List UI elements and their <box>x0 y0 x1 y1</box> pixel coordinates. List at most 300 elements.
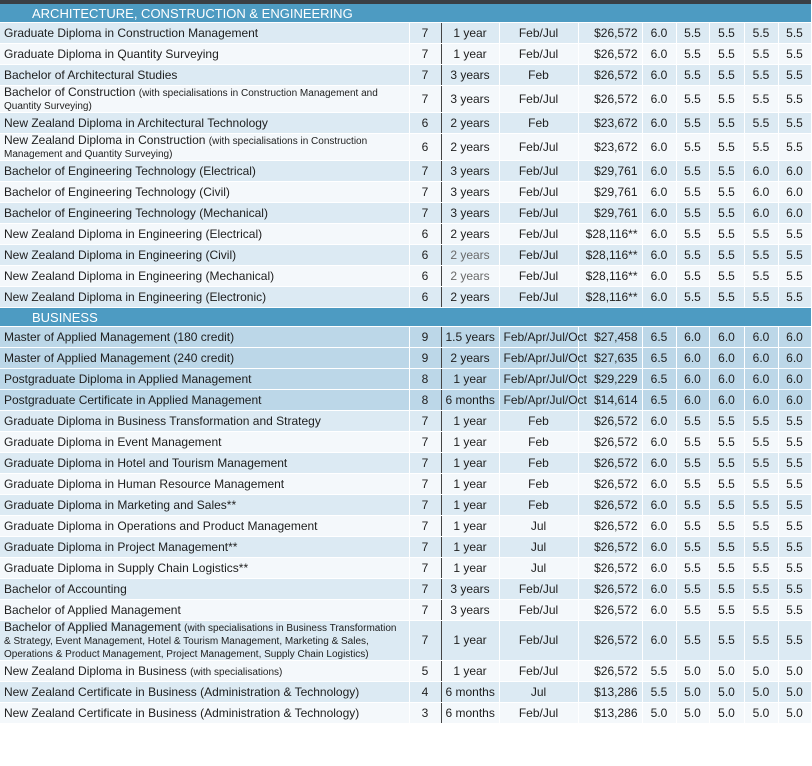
score-band-cell: 5.5 <box>676 134 709 161</box>
level-cell: 3 <box>409 703 441 724</box>
programme-specialisation-note: (with specialisations in Business Transformation & Strategy, Event Management, Hotel & Tourism Management, Marketing & Sales, Operations & Product Management, Project Management, Supply Chain Logistics) <box>4 623 397 660</box>
duration-cell: 1 year <box>441 44 499 65</box>
score-band-cell: 5.5 <box>676 600 709 621</box>
score-band-cell: 5.5 <box>778 23 811 44</box>
score-band-cell: 5.5 <box>709 203 744 224</box>
level-cell: 7 <box>409 44 441 65</box>
level-cell: 7 <box>409 516 441 537</box>
score-band-cell: 5.5 <box>709 432 744 453</box>
score-band-cell: 5.5 <box>676 203 709 224</box>
fee-cell: $26,572 <box>578 411 642 432</box>
score-band-cell: 5.5 <box>744 134 778 161</box>
section-header-row <box>0 308 811 327</box>
duration-cell: 2 years <box>441 113 499 134</box>
intake-cell: Feb <box>499 65 578 86</box>
programme-name: Bachelor of Construction <box>4 85 136 99</box>
programme-name: Graduate Diploma in Operations and Product Management <box>4 518 318 533</box>
score-band-cell: 5.5 <box>709 516 744 537</box>
programme-row <box>0 621 811 661</box>
score-band-cell: 5.0 <box>778 703 811 724</box>
fee-cell: $27,458 <box>578 327 642 348</box>
intake-cell: Feb/Jul <box>499 600 578 621</box>
score-band-cell: 6.0 <box>709 348 744 369</box>
programme-name-cell <box>0 113 409 134</box>
level-cell: 7 <box>409 453 441 474</box>
fee-cell: $26,572 <box>578 600 642 621</box>
programme-name: Bachelor of Engineering Technology (Mechanical) <box>4 205 268 220</box>
intake-cell: Feb/Jul <box>499 134 578 161</box>
programme-row <box>0 495 811 516</box>
score-band-cell: 6.0 <box>778 348 811 369</box>
programme-name: Graduate Diploma in Quantity Surveying <box>4 46 219 61</box>
level-cell: 6 <box>409 113 441 134</box>
score-band-cell: 5.0 <box>709 661 744 682</box>
score-band-cell: 6.0 <box>744 161 778 182</box>
programme-name-cell <box>0 390 409 411</box>
programme-row <box>0 703 811 724</box>
score-band-cell: 5.5 <box>676 161 709 182</box>
level-cell: 7 <box>409 65 441 86</box>
programme-name: New Zealand Diploma in Construction <box>4 133 206 147</box>
score-band-cell: 5.5 <box>778 495 811 516</box>
score-band-cell: 5.5 <box>709 65 744 86</box>
programme-name: Bachelor of Applied Management <box>4 620 181 634</box>
duration-cell: 1 year <box>441 474 499 495</box>
score-band-cell: 6.0 <box>676 369 709 390</box>
programme-row <box>0 579 811 600</box>
score-overall-cell: 6.0 <box>642 86 676 113</box>
score-band-cell: 5.5 <box>744 621 778 661</box>
score-band-cell: 5.5 <box>709 134 744 161</box>
score-band-cell: 6.0 <box>709 369 744 390</box>
score-overall-cell: 6.0 <box>642 600 676 621</box>
fee-cell: $26,572 <box>578 621 642 661</box>
fee-cell: $26,572 <box>578 453 642 474</box>
score-band-cell: 5.5 <box>744 411 778 432</box>
programme-row <box>0 134 811 161</box>
duration-cell: 1 year <box>441 558 499 579</box>
score-band-cell: 5.5 <box>778 44 811 65</box>
fee-cell: $23,672 <box>578 134 642 161</box>
score-band-cell: 6.0 <box>778 203 811 224</box>
score-band-cell: 5.5 <box>744 23 778 44</box>
score-overall-cell: 6.0 <box>642 537 676 558</box>
level-cell: 7 <box>409 600 441 621</box>
programme-row <box>0 113 811 134</box>
fee-cell: $29,761 <box>578 203 642 224</box>
score-band-cell: 5.5 <box>676 453 709 474</box>
score-band-cell: 5.5 <box>709 453 744 474</box>
score-band-cell: 5.5 <box>744 495 778 516</box>
programme-name-cell <box>0 703 409 724</box>
score-band-cell: 6.0 <box>744 369 778 390</box>
level-cell: 5 <box>409 661 441 682</box>
duration-cell: 3 years <box>441 161 499 182</box>
programme-name: New Zealand Diploma in Engineering (Mechanical) <box>4 268 275 283</box>
score-band-cell: 6.0 <box>709 327 744 348</box>
intake-cell: Feb/Jul <box>499 703 578 724</box>
programme-name: Bachelor of Engineering Technology (Electrical) <box>4 163 256 178</box>
score-band-cell: 5.5 <box>778 621 811 661</box>
programme-row <box>0 287 811 308</box>
score-band-cell: 5.5 <box>709 411 744 432</box>
level-cell: 9 <box>409 327 441 348</box>
score-band-cell: 6.0 <box>778 369 811 390</box>
programme-specialisation-note: (with specialisations in Construction Management and Quantity Surveying) <box>4 88 378 112</box>
programme-name: Graduate Diploma in Business Transformation and Strategy <box>4 413 321 428</box>
score-band-cell: 5.5 <box>676 113 709 134</box>
score-band-cell: 5.5 <box>744 579 778 600</box>
programme-name: Graduate Diploma in Human Resource Management <box>4 476 285 491</box>
programme-name-cell <box>0 579 409 600</box>
score-band-cell: 5.0 <box>744 682 778 703</box>
score-band-cell: 5.5 <box>709 86 744 113</box>
fee-cell: $29,229 <box>578 369 642 390</box>
intake-cell: Feb <box>499 453 578 474</box>
fee-cell: $29,761 <box>578 182 642 203</box>
duration-cell: 2 years <box>441 287 499 308</box>
programme-name-cell <box>0 224 409 245</box>
score-band-cell: 6.0 <box>778 327 811 348</box>
score-band-cell: 5.5 <box>778 266 811 287</box>
fee-cell: $13,286 <box>578 703 642 724</box>
score-band-cell: 5.5 <box>676 287 709 308</box>
programme-name: New Zealand Diploma in Business <box>4 663 187 678</box>
score-overall-cell: 6.0 <box>642 182 676 203</box>
intake-cell: Jul <box>499 537 578 558</box>
programme-name: Graduate Diploma in Marketing and Sales** <box>4 497 237 512</box>
score-band-cell: 5.5 <box>709 44 744 65</box>
score-band-cell: 5.5 <box>676 86 709 113</box>
score-band-cell: 5.5 <box>744 474 778 495</box>
intake-cell: Feb/Jul <box>499 86 578 113</box>
intake-cell: Feb/Jul <box>499 203 578 224</box>
fee-cell: $26,572 <box>578 474 642 495</box>
programme-name: New Zealand Diploma in Engineering (Electrical) <box>4 226 263 241</box>
duration-cell: 2 years <box>441 134 499 161</box>
level-cell: 7 <box>409 411 441 432</box>
score-overall-cell: 6.0 <box>642 579 676 600</box>
score-band-cell: 5.5 <box>778 516 811 537</box>
programme-row <box>0 661 811 682</box>
duration-cell: 3 years <box>441 600 499 621</box>
score-band-cell: 5.0 <box>709 682 744 703</box>
score-band-cell: 5.5 <box>709 495 744 516</box>
score-band-cell: 6.0 <box>744 390 778 411</box>
programme-table-body <box>0 4 811 724</box>
score-band-cell: 5.5 <box>744 453 778 474</box>
programme-name-cell <box>0 474 409 495</box>
programme-row <box>0 558 811 579</box>
duration-cell: 6 months <box>441 390 499 411</box>
score-overall-cell: 6.5 <box>642 327 676 348</box>
score-band-cell: 5.5 <box>744 44 778 65</box>
programme-name: Graduate Diploma in Event Management <box>4 434 222 449</box>
duration-cell: 2 years <box>441 245 499 266</box>
score-band-cell: 5.5 <box>709 579 744 600</box>
level-cell: 8 <box>409 390 441 411</box>
programme-name-cell <box>0 44 409 65</box>
score-overall-cell: 6.0 <box>642 245 676 266</box>
level-cell: 7 <box>409 495 441 516</box>
intake-cell: Feb/Apr/Jul/Oct <box>499 369 578 390</box>
fee-cell: $13,286 <box>578 682 642 703</box>
intake-cell: Feb <box>499 432 578 453</box>
programme-name: Bachelor of Architectural Studies <box>4 67 178 82</box>
intake-cell: Feb/Apr/Jul/Oct <box>499 390 578 411</box>
score-band-cell: 5.5 <box>676 558 709 579</box>
level-cell: 6 <box>409 224 441 245</box>
fee-cell: $28,116** <box>578 287 642 308</box>
score-band-cell: 5.5 <box>676 224 709 245</box>
intake-cell: Feb/Jul <box>499 224 578 245</box>
score-band-cell: 5.0 <box>778 682 811 703</box>
duration-cell: 1 year <box>441 369 499 390</box>
fee-cell: $28,116** <box>578 224 642 245</box>
score-band-cell: 5.5 <box>778 474 811 495</box>
intake-cell: Jul <box>499 682 578 703</box>
score-band-cell: 5.0 <box>744 661 778 682</box>
score-band-cell: 6.0 <box>709 390 744 411</box>
score-band-cell: 5.5 <box>676 495 709 516</box>
programme-name-cell <box>0 661 409 682</box>
score-band-cell: 5.5 <box>744 113 778 134</box>
programme-name-cell <box>0 161 409 182</box>
fee-cell: $14,614 <box>578 390 642 411</box>
score-band-cell: 5.5 <box>778 411 811 432</box>
score-overall-cell: 6.0 <box>642 23 676 44</box>
programme-name-cell <box>0 134 409 161</box>
score-band-cell: 5.5 <box>778 432 811 453</box>
duration-cell: 1 year <box>441 432 499 453</box>
duration-cell: 6 months <box>441 703 499 724</box>
score-overall-cell: 6.0 <box>642 453 676 474</box>
score-band-cell: 5.5 <box>709 161 744 182</box>
level-cell: 7 <box>409 23 441 44</box>
score-band-cell: 5.5 <box>676 579 709 600</box>
fee-cell: $26,572 <box>578 86 642 113</box>
duration-cell: 1 year <box>441 661 499 682</box>
programme-specialisation-note: (with specialisations) <box>190 666 283 678</box>
programme-name-cell <box>0 245 409 266</box>
intake-cell: Feb <box>499 474 578 495</box>
fee-cell: $26,572 <box>578 537 642 558</box>
intake-cell: Feb/Jul <box>499 245 578 266</box>
fee-cell: $29,761 <box>578 161 642 182</box>
programme-row <box>0 224 811 245</box>
intake-cell: Feb/Jul <box>499 266 578 287</box>
fee-cell: $26,572 <box>578 579 642 600</box>
programme-row <box>0 348 811 369</box>
score-overall-cell: 6.5 <box>642 369 676 390</box>
level-cell: 4 <box>409 682 441 703</box>
score-band-cell: 5.5 <box>744 266 778 287</box>
intake-cell: Feb/Apr/Jul/Oct <box>499 327 578 348</box>
programme-name: New Zealand Certificate in Business (Administration & Technology) <box>4 684 360 699</box>
duration-cell: 2 years <box>441 348 499 369</box>
score-band-cell: 5.5 <box>744 245 778 266</box>
score-band-cell: 5.5 <box>744 432 778 453</box>
level-cell: 7 <box>409 621 441 661</box>
duration-cell: 1 year <box>441 621 499 661</box>
score-overall-cell: 6.0 <box>642 432 676 453</box>
score-overall-cell: 6.0 <box>642 161 676 182</box>
score-band-cell: 5.5 <box>709 113 744 134</box>
duration-cell: 1 year <box>441 495 499 516</box>
level-cell: 7 <box>409 558 441 579</box>
programme-name-cell <box>0 558 409 579</box>
level-cell: 7 <box>409 182 441 203</box>
score-band-cell: 6.0 <box>744 327 778 348</box>
score-band-cell: 5.5 <box>709 23 744 44</box>
level-cell: 6 <box>409 287 441 308</box>
level-cell: 7 <box>409 86 441 113</box>
duration-cell: 2 years <box>441 224 499 245</box>
score-band-cell: 6.0 <box>676 327 709 348</box>
score-overall-cell: 6.0 <box>642 224 676 245</box>
programme-table <box>0 4 812 724</box>
score-overall-cell: 6.0 <box>642 558 676 579</box>
score-band-cell: 5.5 <box>676 432 709 453</box>
programme-name-cell <box>0 682 409 703</box>
score-band-cell: 5.5 <box>778 86 811 113</box>
programme-name: Bachelor of Accounting <box>4 581 127 596</box>
programme-name-cell <box>0 266 409 287</box>
programme-row <box>0 369 811 390</box>
programme-name: Master of Applied Management (180 credit) <box>4 329 235 344</box>
score-band-cell: 5.5 <box>709 224 744 245</box>
intake-cell: Feb/Apr/Jul/Oct <box>499 348 578 369</box>
programme-name: Graduate Diploma in Construction Management <box>4 25 259 40</box>
score-band-cell: 5.5 <box>778 65 811 86</box>
duration-cell: 3 years <box>441 182 499 203</box>
score-band-cell: 5.5 <box>709 537 744 558</box>
programme-name: Postgraduate Diploma in Applied Management <box>4 371 252 386</box>
programme-specialisation-note: (with specialisations in Construction Management and Quantity Surveying) <box>4 136 368 160</box>
programme-name-cell <box>0 369 409 390</box>
fee-cell: $28,116** <box>578 266 642 287</box>
intake-cell: Jul <box>499 558 578 579</box>
level-cell: 7 <box>409 474 441 495</box>
level-cell: 6 <box>409 134 441 161</box>
duration-cell: 1 year <box>441 23 499 44</box>
fee-cell: $23,672 <box>578 113 642 134</box>
score-band-cell: 5.5 <box>778 453 811 474</box>
programme-row <box>0 182 811 203</box>
section-title: BUSINESS <box>0 308 811 327</box>
score-overall-cell: 6.0 <box>642 495 676 516</box>
score-band-cell: 5.5 <box>676 621 709 661</box>
intake-cell: Feb <box>499 411 578 432</box>
score-band-cell: 5.5 <box>744 558 778 579</box>
duration-cell: 3 years <box>441 203 499 224</box>
programme-name: New Zealand Diploma in Engineering (Civil) <box>4 247 237 262</box>
programme-row <box>0 203 811 224</box>
programme-name-cell <box>0 600 409 621</box>
score-overall-cell: 5.5 <box>642 661 676 682</box>
intake-cell: Feb/Jul <box>499 23 578 44</box>
intake-cell: Feb/Jul <box>499 661 578 682</box>
section-header-row <box>0 4 811 23</box>
fee-cell: $26,572 <box>578 23 642 44</box>
score-overall-cell: 5.0 <box>642 703 676 724</box>
score-overall-cell: 6.5 <box>642 390 676 411</box>
intake-cell: Feb/Jul <box>499 287 578 308</box>
score-band-cell: 5.5 <box>744 600 778 621</box>
score-band-cell: 5.5 <box>744 516 778 537</box>
score-band-cell: 6.0 <box>676 390 709 411</box>
fee-cell: $26,572 <box>578 65 642 86</box>
programme-name: New Zealand Diploma in Architectural Technology <box>4 115 268 130</box>
fee-cell: $26,572 <box>578 44 642 65</box>
score-overall-cell: 6.0 <box>642 113 676 134</box>
score-overall-cell: 6.0 <box>642 474 676 495</box>
programme-name-cell <box>0 411 409 432</box>
level-cell: 7 <box>409 537 441 558</box>
score-band-cell: 5.5 <box>744 537 778 558</box>
programme-row <box>0 23 811 44</box>
score-band-cell: 5.5 <box>709 245 744 266</box>
intake-cell: Feb/Jul <box>499 161 578 182</box>
programme-name: New Zealand Certificate in Business (Administration & Technology) <box>4 705 360 720</box>
score-overall-cell: 6.0 <box>642 266 676 287</box>
programme-name: Bachelor of Applied Management <box>4 602 181 617</box>
score-band-cell: 6.0 <box>744 182 778 203</box>
score-band-cell: 5.0 <box>744 703 778 724</box>
score-band-cell: 5.5 <box>676 266 709 287</box>
fee-cell: $26,572 <box>578 516 642 537</box>
duration-cell: 3 years <box>441 86 499 113</box>
score-band-cell: 5.5 <box>676 537 709 558</box>
programme-name: Postgraduate Certificate in Applied Management <box>4 392 262 407</box>
programme-row <box>0 411 811 432</box>
programme-row <box>0 44 811 65</box>
score-overall-cell: 5.5 <box>642 682 676 703</box>
level-cell: 7 <box>409 432 441 453</box>
duration-cell: 1 year <box>441 516 499 537</box>
score-band-cell: 5.5 <box>778 245 811 266</box>
programme-row <box>0 432 811 453</box>
programme-name-cell <box>0 203 409 224</box>
score-overall-cell: 6.0 <box>642 203 676 224</box>
duration-cell: 1 year <box>441 411 499 432</box>
fee-cell: $27,635 <box>578 348 642 369</box>
score-band-cell: 6.0 <box>744 203 778 224</box>
score-overall-cell: 6.0 <box>642 516 676 537</box>
programme-name: New Zealand Diploma in Engineering (Electronic) <box>4 289 267 304</box>
score-band-cell: 6.0 <box>676 348 709 369</box>
score-band-cell: 5.5 <box>709 266 744 287</box>
score-overall-cell: 6.0 <box>642 134 676 161</box>
score-band-cell: 6.0 <box>778 182 811 203</box>
programme-name-cell <box>0 432 409 453</box>
score-band-cell: 5.5 <box>778 537 811 558</box>
duration-cell: 3 years <box>441 579 499 600</box>
score-band-cell: 5.5 <box>676 245 709 266</box>
score-band-cell: 5.5 <box>744 65 778 86</box>
score-band-cell: 5.0 <box>676 703 709 724</box>
score-band-cell: 5.5 <box>676 182 709 203</box>
programme-row <box>0 600 811 621</box>
programme-row <box>0 65 811 86</box>
level-cell: 8 <box>409 369 441 390</box>
intake-cell: Feb/Jul <box>499 621 578 661</box>
score-band-cell: 5.5 <box>709 600 744 621</box>
programme-row <box>0 682 811 703</box>
programme-row <box>0 390 811 411</box>
level-cell: 7 <box>409 579 441 600</box>
intake-cell: Feb/Jul <box>499 44 578 65</box>
